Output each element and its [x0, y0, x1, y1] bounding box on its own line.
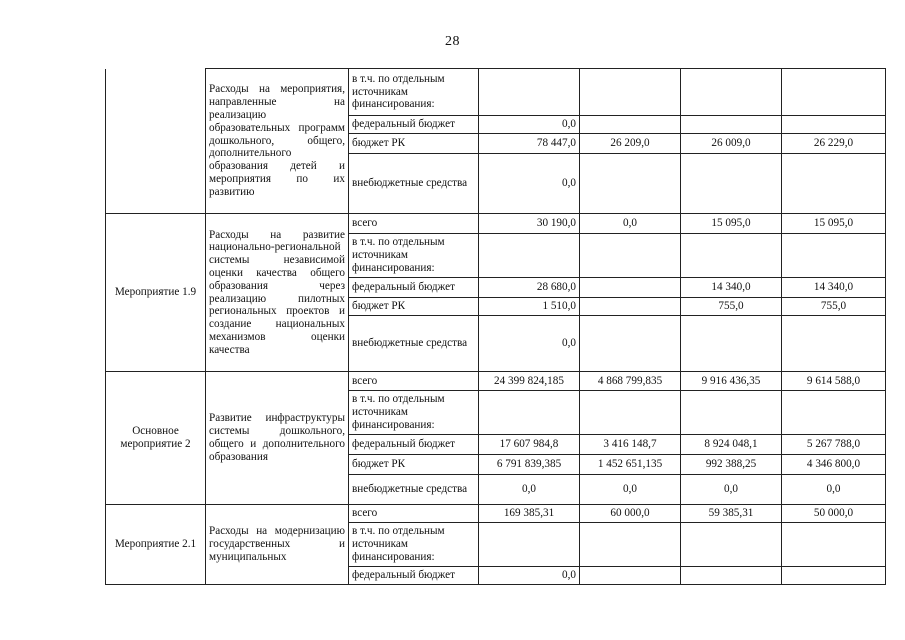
- expense-name: Развитие инфраструктуры системы дошкольного, общего и дополнительного образования: [206, 372, 349, 505]
- source-label: федеральный бюджет: [349, 116, 479, 134]
- event-label: Основное мероприятие 2: [106, 372, 206, 505]
- value-cell: 28 680,0: [479, 278, 580, 298]
- value-cell: 15 095,0: [782, 214, 886, 234]
- value-cell: 60 000,0: [580, 505, 681, 523]
- source-label: федеральный бюджет: [349, 435, 479, 455]
- value-cell: [580, 298, 681, 316]
- source-label: всего: [349, 505, 479, 523]
- value-cell: [782, 316, 886, 372]
- value-cell: 24 399 824,185: [479, 372, 580, 391]
- value-cell: 78 447,0: [479, 134, 580, 154]
- value-cell: [479, 234, 580, 278]
- value-cell: [580, 523, 681, 567]
- value-cell: 8 924 048,1: [681, 435, 782, 455]
- value-cell: 50 000,0: [782, 505, 886, 523]
- source-label: в т.ч. по отдельным источникам финансирования:: [349, 523, 479, 567]
- value-cell: 992 388,25: [681, 455, 782, 475]
- value-cell: [681, 523, 782, 567]
- value-cell: 1 452 651,135: [580, 455, 681, 475]
- value-cell: [681, 69, 782, 116]
- value-cell: [580, 154, 681, 214]
- value-cell: [580, 567, 681, 585]
- value-cell: 755,0: [681, 298, 782, 316]
- value-cell: [479, 391, 580, 435]
- value-cell: 0,0: [479, 475, 580, 505]
- expense-name: Расходы на мероприятия, направленные на реализацию образовательных программ дошкольного, общего, дополнительного образования детей и мероприятия по их развитию: [206, 69, 349, 214]
- value-cell: [681, 116, 782, 134]
- value-cell: 0,0: [479, 316, 580, 372]
- value-cell: 14 340,0: [782, 278, 886, 298]
- value-cell: 17 607 984,8: [479, 435, 580, 455]
- value-cell: [681, 154, 782, 214]
- budget-table: [105, 68, 886, 585]
- source-label: федеральный бюджет: [349, 567, 479, 585]
- value-cell: 9 614 588,0: [782, 372, 886, 391]
- value-cell: [782, 69, 886, 116]
- expense-name: Расходы на модернизацию государственных и муниципальных: [206, 505, 349, 585]
- value-cell: 15 095,0: [681, 214, 782, 234]
- table-row: [106, 69, 886, 116]
- source-label: бюджет РК: [349, 298, 479, 316]
- source-label: всего: [349, 214, 479, 234]
- source-label: в т.ч. по отдельным источникам финансирования:: [349, 69, 479, 116]
- value-cell: 0,0: [580, 475, 681, 505]
- expense-name: Расходы на развитие национально-региональной системы независимой оценки качества общего образования через реализацию пилотных региональных проектов и создание национальных механизмов оценки качества: [206, 214, 349, 372]
- value-cell: [782, 154, 886, 214]
- table-row: [106, 505, 886, 523]
- value-cell: 0,0: [479, 154, 580, 214]
- value-cell: 5 267 788,0: [782, 435, 886, 455]
- value-cell: 26 229,0: [782, 134, 886, 154]
- value-cell: 30 190,0: [479, 214, 580, 234]
- value-cell: [681, 316, 782, 372]
- value-cell: 4 868 799,835: [580, 372, 681, 391]
- value-cell: [782, 523, 886, 567]
- value-cell: 26 009,0: [681, 134, 782, 154]
- event-label: Мероприятие 2.1: [106, 505, 206, 585]
- value-cell: 14 340,0: [681, 278, 782, 298]
- value-cell: 0,0: [782, 475, 886, 505]
- value-cell: [782, 116, 886, 134]
- value-cell: 0,0: [479, 116, 580, 134]
- value-cell: 1 510,0: [479, 298, 580, 316]
- value-cell: 169 385,31: [479, 505, 580, 523]
- value-cell: 9 916 436,35: [681, 372, 782, 391]
- value-cell: 26 209,0: [580, 134, 681, 154]
- source-label: бюджет РК: [349, 455, 479, 475]
- value-cell: [580, 316, 681, 372]
- source-label: федеральный бюджет: [349, 278, 479, 298]
- value-cell: [681, 567, 782, 585]
- source-label: всего: [349, 372, 479, 391]
- value-cell: [580, 116, 681, 134]
- page-number: 28: [445, 34, 460, 49]
- value-cell: 755,0: [782, 298, 886, 316]
- source-label: внебюджетные средства: [349, 154, 479, 214]
- table-row: [106, 372, 886, 391]
- value-cell: [580, 278, 681, 298]
- source-label: внебюджетные средства: [349, 316, 479, 372]
- value-cell: 0,0: [681, 475, 782, 505]
- value-cell: 4 346 800,0: [782, 455, 886, 475]
- source-label: бюджет РК: [349, 134, 479, 154]
- value-cell: [580, 69, 681, 116]
- value-cell: [782, 567, 886, 585]
- source-label: в т.ч. по отдельным источникам финансирования:: [349, 234, 479, 278]
- value-cell: 0,0: [479, 567, 580, 585]
- value-cell: [580, 391, 681, 435]
- value-cell: [782, 391, 886, 435]
- table-row: [106, 214, 886, 234]
- value-cell: [782, 234, 886, 278]
- value-cell: 3 416 148,7: [580, 435, 681, 455]
- value-cell: [681, 234, 782, 278]
- value-cell: [681, 391, 782, 435]
- source-label: внебюджетные средства: [349, 475, 479, 505]
- value-cell: [479, 523, 580, 567]
- event-label: Мероприятие 1.9: [106, 214, 206, 372]
- value-cell: 0,0: [580, 214, 681, 234]
- source-label: в т.ч. по отдельным источникам финансирования:: [349, 391, 479, 435]
- event-cell: [106, 69, 206, 214]
- value-cell: [479, 69, 580, 116]
- value-cell: 6 791 839,385: [479, 455, 580, 475]
- value-cell: [580, 234, 681, 278]
- value-cell: 59 385,31: [681, 505, 782, 523]
